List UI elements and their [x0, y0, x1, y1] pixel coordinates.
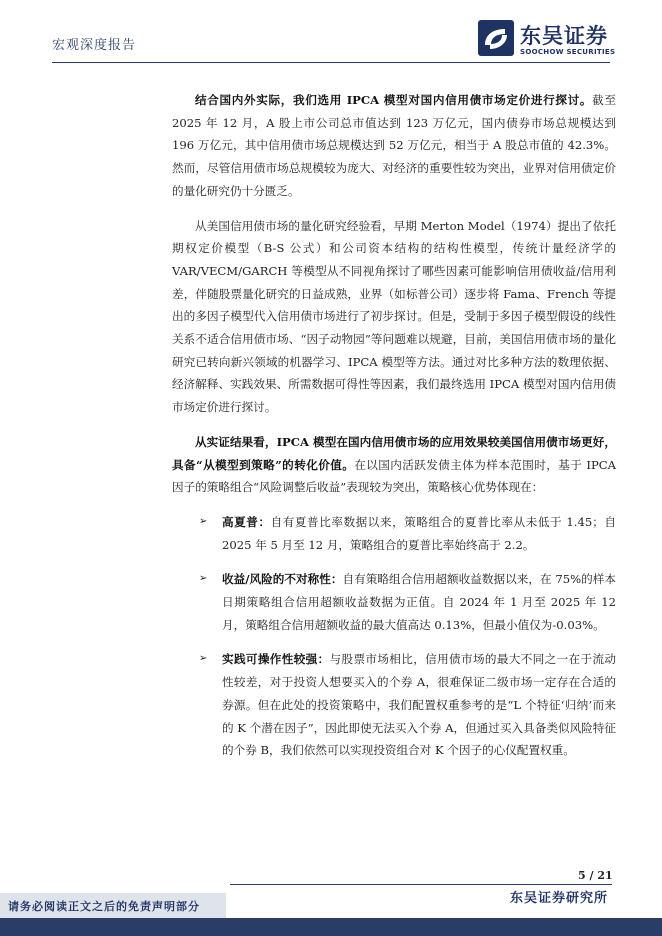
disclaimer-notice: 请务必阅读正文之后的免责声明部分 — [8, 900, 200, 913]
bullet-title: 高夏普： — [222, 514, 271, 529]
bullet-text: 自有夏普比率数据以来，策略组合的夏普比率从未低于 1.45；自 2025 年 5 月至 12 月，策略组合的夏普比率始终高于 2.2。 — [222, 514, 616, 552]
header-divider — [52, 62, 610, 63]
company-logo — [478, 20, 618, 60]
bullet-text: 与股票市场相比，信用债市场的最大不同之一在于流动性较差，对于投资人想要买入的个券 A，很难保证二级市场一定存在合适的券源。但在此处的投资策略中，我们配置权重参考的是“L 个特征‘归纳’而来的 K 个潜在因子”，因此即使无法买入个券 A，但通过买入具备类似风险特征的个券 B，我们依然可以实现投资组合对 K 个因子的心仪配置权重。 — [222, 652, 616, 758]
logo-chinese-name: 东吴证券 — [520, 24, 608, 48]
bullet-title: 实践可操作性较强： — [222, 652, 330, 667]
footer-divider — [230, 884, 612, 885]
paragraph-1-text: 截至 2025 年 12 月，A 股上市公司总市值达到 123 万亿元，国内债券市场总规模达到 196 万亿元，其中信用债市场总规模达到 52 万亿元，相当于 A 股总市值的 42.3%。然而，尽管信用债市场总规模较为庞大、对经济的重要性较为突出，业界对信用债定价的量化研究仍十分匮乏。 — [172, 93, 616, 198]
footer-institute-name: 东吴证券研究所 — [510, 891, 609, 906]
bullet-title: 收益/风险的不对称性： — [222, 572, 343, 587]
paragraph-2: 从美国信用债市场的量化研究经验看，早期 Merton Model（1974）提出了依托期权定价模型（B-S 公式）和公司资本结构的结构性模型，传统计量经济学的 VAR/VECM/GARCH 等模型从不同视角探讨了哪些因素可能影响信用债收益/信用利差，伴随股票量化研究的日益成熟，业界（如标普公司）逐步将 Fama、French 等提出的多因子模型代入信用债市场进行了初步探讨。但是，受制于多因子模型假设的线性关系不适合信用债市场、“因子动物园”等问题难以规避，目前，美国信用债市场的量化研究已转向新兴领域的机器学习、IPCA 模型等方法。通过对比多种方法的数理依据、经济解释、实践效果、所需数据可得性等因素，我们最终选用 IPCA 模型对国内信用债市场定价进行探讨。 — [172, 218, 616, 415]
paragraph-1 — [172, 89, 616, 203]
footer-bar — [0, 918, 662, 936]
paragraph-3 — [172, 431, 616, 499]
paragraph-3-text: 在以国内活跃发债主体为样本范围时，基于 IPCA 因子的策略组合“风险调整后收益”表现较为突出，策略核心优势体现在： — [172, 457, 617, 495]
logo-english-name: SOOCHOW SECURITIES — [520, 48, 616, 56]
report-type-label: 宏观深度报告 — [52, 38, 137, 53]
report-body — [172, 89, 616, 762]
disclaimer-box — [0, 893, 226, 918]
bullet-item — [172, 568, 616, 636]
paragraph-3-lead: 从实证结果看，IPCA 模型在国内信用债市场的应用效果较美国信用债市场更好，具备“从模型到策略”的转化价值。 — [172, 434, 616, 472]
page-number: 5 / 21 — [578, 869, 613, 882]
bullet-arrow-icon: ➢ — [199, 573, 208, 585]
bullet-item — [172, 511, 616, 556]
logo-mark-icon — [478, 20, 514, 56]
bullet-arrow-icon: ➢ — [199, 515, 208, 527]
bullet-text: 自有策略组合信用超额收益数据以来，在 75%的样本日期策略组合信用超额收益数据为正值。自 2024 年 1 月至 2025 年 12 月，策略组合信用超额收益的最大值高达 0.13%，但最小值仅为-0.03%。 — [222, 572, 616, 632]
bullet-arrow-icon: ➢ — [199, 653, 208, 665]
paragraph-1-lead: 结合国内外实际，我们选用 IPCA 模型对国内信用债市场定价进行探讨。 — [195, 93, 593, 107]
bullet-item — [172, 648, 616, 762]
